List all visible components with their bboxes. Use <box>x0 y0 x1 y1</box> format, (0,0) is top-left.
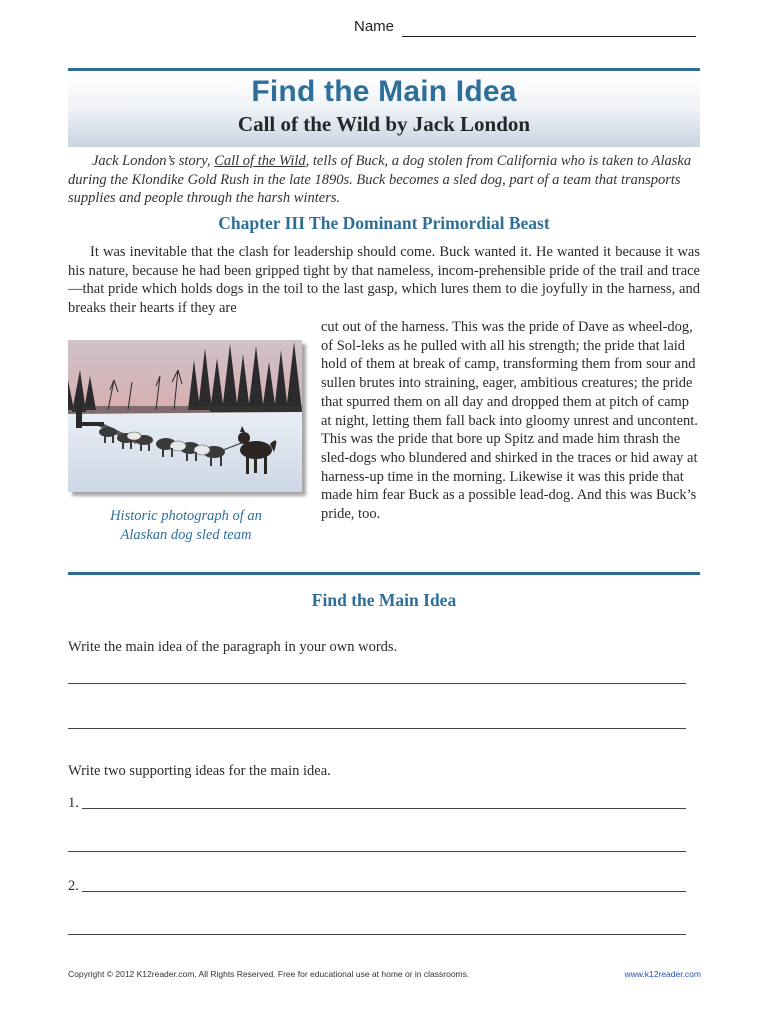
intro-text-start: Jack London’s story, <box>92 153 215 169</box>
supporting-idea-1-answer-line[interactable] <box>82 808 686 809</box>
copyright-notice: Copyright © 2012 K12reader.com. All Rights Reserved. Free for educational use at home or in classrooms. <box>68 969 470 979</box>
passage-text-right: cut out of the harness. This was the pride of Dave as wheel-dog, of Sol-leks as he pulled with all his strength; the pride that laid hold of them at break of camp, transforming them from sour and sullen brutes into straining, eager, ambitious creatures; the pride that spurred them on all day and dropped them at pitch of camp at night, letting them fall back into gloomy unrest and uncontent. This was the pride that bore up Spitz and made him thrash the sled-dogs who blundered and shirked in the traces or hid away at harness-up time in the morning. Likewise it was this pride that made him fear Buck as a possible lead-dog. And this was Buck’s pride, too. <box>321 319 698 523</box>
page-title: Find the Main Idea <box>251 75 517 108</box>
section-divider <box>68 572 700 575</box>
photo-caption-line-1: Historic photograph of an <box>110 508 262 524</box>
supporting-idea-number-2: 2. <box>68 878 79 894</box>
main-idea-answer-line-2[interactable] <box>68 728 686 729</box>
passage-text-top: It was inevitable that the clash for leadership should come. Buck wanted it. He wanted it because it was his nature, because he had been gripped tight by that nameless, incom-prehensible pride of the trail and trace—that pride which holds dogs in the toil to the last gasp, which lures them to die joyfully in the harness, and breaks their hearts if they are <box>68 244 700 317</box>
intro-paragraph <box>68 152 700 208</box>
book-title: Call of the Wild <box>214 153 306 169</box>
photo-caption-line-2: Alaskan dog sled team <box>120 526 252 543</box>
supporting-idea-number-1: 1. <box>68 795 79 811</box>
page-subtitle: Call of the Wild by Jack London <box>237 112 531 136</box>
dog-sled-photo <box>68 340 302 492</box>
photo-caption <box>68 507 304 544</box>
supporting-ideas-prompt: Write two supporting ideas for the main idea. <box>68 763 331 779</box>
supporting-idea-2-answer-line[interactable] <box>82 891 686 892</box>
website-link[interactable]: www.k12reader.com <box>624 969 701 979</box>
supporting-idea-1-answer-line-2[interactable] <box>68 851 686 852</box>
main-idea-answer-line-1[interactable] <box>68 683 686 684</box>
chapter-heading: Chapter III The Dominant Primordial Beast <box>218 213 550 233</box>
main-idea-prompt: Write the main idea of the paragraph in your own words. <box>68 639 398 655</box>
name-label: Name <box>354 18 395 35</box>
exercise-heading: Find the Main Idea <box>311 590 457 610</box>
title-banner <box>68 68 700 147</box>
intro-text-end: , tells of Buck, a dog stolen from California who is taken to Alaska during the Klondike Gold Rush in the late 1890s. Buck becomes a sled dog, part of a team that transports supplies and people through the harsh winters. <box>68 153 692 206</box>
supporting-idea-2-answer-line-2[interactable] <box>68 934 686 935</box>
name-input-line[interactable] <box>402 36 696 37</box>
